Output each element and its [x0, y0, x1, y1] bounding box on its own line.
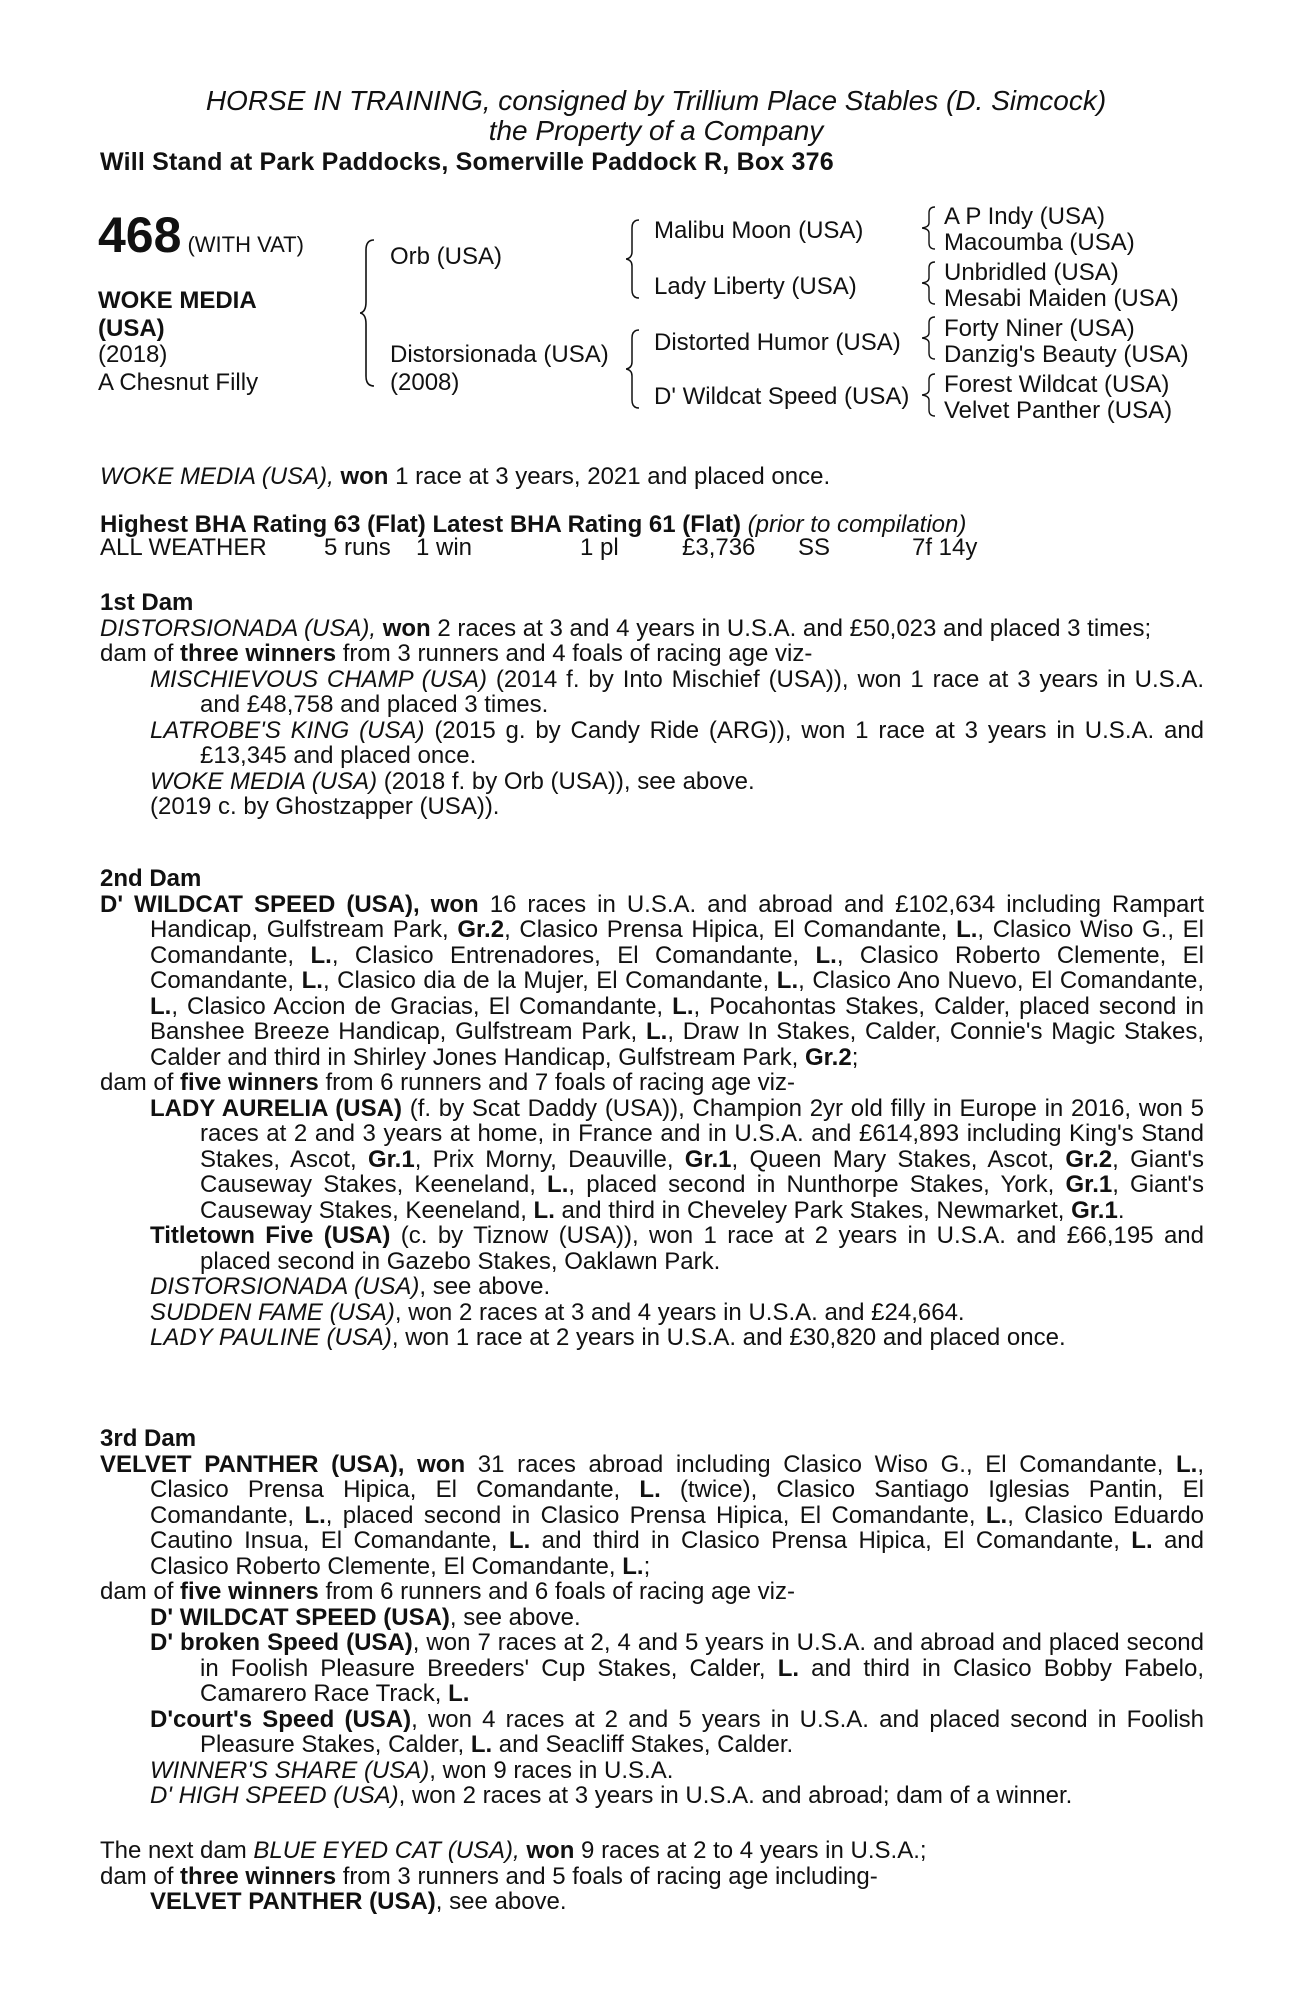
produce-name: D'court's Speed (USA)	[150, 1705, 412, 1733]
produce-item	[100, 1758, 1204, 1784]
pedigree-brace-3d	[922, 372, 940, 418]
second-dam-record	[100, 892, 1204, 1071]
produce-name: LADY PAULINE (USA)	[150, 1324, 392, 1351]
produce-text: , see above.	[419, 1273, 551, 1300]
produce-item	[100, 667, 1204, 718]
produce-text: (c. by Tiznow (USA)), won 1 race at 2 years in U.S.A. and £66,195 and placed second in Gazebo Stakes, Oaklawn Park.	[200, 1222, 1204, 1275]
first-dam-record	[100, 616, 1204, 642]
lot-number-block	[98, 206, 304, 264]
ggp-3: Unbridled (USA)	[944, 259, 1119, 286]
pedigree-brace-3a	[922, 205, 940, 251]
produce-item	[100, 1630, 1204, 1707]
first-dam-title: 1st Dam	[100, 589, 194, 616]
bha-rating-text: Highest BHA Rating 63 (Flat) Latest BHA Rating 61 (Flat)	[100, 511, 741, 538]
text-run: ;	[851, 1043, 859, 1071]
horse-name: WOKE MEDIA	[98, 287, 257, 314]
next-dam-produce-intro	[100, 1864, 1204, 1890]
produce-name: LATROBE'S KING (USA)	[150, 716, 425, 744]
produce-item	[100, 794, 1204, 820]
dam-year: (2008)	[390, 369, 460, 396]
winners-count: three winners	[180, 640, 337, 667]
stat-places: 1 pl	[580, 534, 619, 561]
text-run: (twice), Clasico Santiago Iglesias Pantin, El Comandante,	[150, 1476, 1204, 1529]
produce-name: D' WILDCAT SPEED (USA)	[150, 1603, 450, 1631]
race-grade: Gr.1	[367, 1145, 415, 1173]
produce-text: , see above.	[449, 1603, 581, 1631]
text-run: , Clasico dia de la Mujer, El Comandante,	[322, 967, 777, 994]
horse-year: (2018)	[98, 341, 168, 368]
winners-count: five winners	[180, 1069, 319, 1096]
runners-text: from 6 runners and 6 foals of racing age viz-	[325, 1578, 796, 1605]
race-grade: Gr.2	[1065, 1145, 1113, 1173]
ggp-8: Velvet Panther (USA)	[944, 397, 1173, 424]
dam-of-label: dam of	[100, 1069, 174, 1096]
race-grade: L.	[777, 1654, 800, 1682]
text-run: , Prix Morny, Deauville,	[414, 1145, 685, 1173]
race-grade: L.	[956, 916, 978, 943]
third-dam-section	[100, 1426, 1204, 1809]
pedigree-brace-gen1	[360, 238, 380, 388]
produce-item	[100, 1783, 1204, 1809]
produce-item	[100, 718, 1204, 769]
next-dam-name: BLUE EYED CAT (USA),	[253, 1837, 520, 1864]
produce-text: , won 9 races in U.S.A.	[429, 1756, 674, 1784]
produce-name: VELVET PANTHER (USA)	[150, 1888, 436, 1915]
produce-name: D' HIGH SPEED (USA)	[150, 1782, 399, 1809]
race-grade: L.	[645, 1018, 668, 1045]
third-dam-won: won	[417, 1450, 466, 1478]
ggp-7: Forest Wildcat (USA)	[944, 371, 1170, 398]
dam-of-label: dam of	[100, 1578, 174, 1605]
race-grade: L.	[985, 1501, 1008, 1529]
race-grade: L.	[304, 1501, 326, 1529]
sire: Orb (USA)	[390, 243, 503, 270]
text-run: , Clasico Prensa Hipica, El Comandante,	[150, 1450, 1205, 1503]
ggp-2: Macoumba (USA)	[944, 229, 1135, 256]
text-run: , placed second in Nunthorpe Stakes, York,	[568, 1171, 1066, 1198]
text-run: , Pocahontas Stakes, Calder, placed second in Banshee Breeze Handicap, Gulfstream Park,	[150, 992, 1205, 1045]
race-grade: L.	[639, 1476, 661, 1503]
ggp-6: Danzig's Beauty (USA)	[944, 341, 1189, 368]
race-grade: L.	[1131, 1527, 1153, 1554]
sire-dam: Lady Liberty (USA)	[654, 273, 857, 300]
text-run: and third in Clasico Bobby Fabelo, Camarero Race Track,	[200, 1654, 1204, 1707]
sire-sire: Malibu Moon (USA)	[654, 217, 864, 244]
second-dam-produce-intro	[100, 1070, 1204, 1096]
race-grade: L.	[622, 1552, 644, 1580]
text-run: and third in Cheveley Park Stakes, Newmarket,	[554, 1196, 1072, 1224]
stat-wins: 1 win	[416, 534, 473, 561]
runners-text: from 6 runners and 7 foals of racing age viz-	[325, 1069, 796, 1096]
stat-prize: £3,736	[682, 534, 756, 561]
text-run: , won 4 races at 2 and 5 years in U.S.A. and placed second in Foolish Pleasure Stakes, Calder,	[200, 1705, 1204, 1758]
pedigree-brace-3b	[922, 260, 940, 306]
ggp-5: Forty Niner (USA)	[944, 315, 1135, 342]
third-dam-produce-intro	[100, 1579, 1204, 1605]
race-grade: L.	[470, 1731, 493, 1758]
produce-name: DISTORSIONADA (USA)	[150, 1273, 420, 1300]
race-grade: Gr.1	[1071, 1196, 1118, 1224]
produce-item	[100, 1889, 1204, 1915]
pedigree-brace-dam	[626, 328, 644, 410]
stat-runs: 5 runs	[324, 534, 391, 561]
first-dam-text: 2 races at 3 and 4 years in U.S.A. and £50,023 and placed 3 times;	[437, 614, 1152, 642]
produce-text: , won 1 race at 2 years in U.S.A. and £30,820 and placed once.	[391, 1324, 1066, 1351]
text-run: and Clasico Roberto Clemente, El Comandante,	[150, 1527, 1204, 1580]
produce-text: , won 2 races at 3 and 4 years in U.S.A. and £24,664.	[394, 1298, 965, 1326]
produce-name: WOKE MEDIA (USA)	[150, 767, 378, 795]
text-run: ;	[643, 1552, 651, 1580]
ggp-4: Mesabi Maiden (USA)	[944, 285, 1179, 312]
rating-note: (prior to compilation)	[747, 511, 967, 538]
first-dam-section	[100, 590, 1204, 820]
text-run: , Draw In Stakes, Calder, Connie's Magic Stakes, Calder and third in Shirley Jones Handicap, Gulfstream Park,	[150, 1018, 1205, 1071]
produce-item	[100, 1223, 1204, 1274]
produce-item	[100, 769, 1204, 795]
second-dam-section	[100, 866, 1204, 1351]
produce-text: , see above.	[435, 1888, 567, 1915]
second-dam-won: won	[430, 890, 479, 918]
produce-text: (2019 c. by Ghostzapper (USA)).	[150, 793, 500, 820]
stat-distance: 7f 14y	[912, 534, 978, 561]
race-grade: L.	[547, 1171, 569, 1198]
horse-origin: (USA)	[98, 315, 165, 342]
pedigree-brace-3c	[922, 315, 940, 361]
text-run: , Giant's Causeway Stakes, Keeneland,	[200, 1171, 1204, 1224]
race-grade: L.	[776, 967, 799, 994]
property-line: the Property of a Company	[488, 115, 824, 146]
text-run: , Giant's Causeway Stakes, Keeneland,	[200, 1145, 1205, 1198]
text-run: , Clasico Entrenadores, El Comandante,	[331, 941, 816, 969]
text-run: , Clasico Wiso G., El Comandante,	[150, 916, 1204, 969]
third-dam-name: VELVET PANTHER (USA),	[100, 1450, 405, 1478]
stat-surface: ALL WEATHER	[100, 534, 267, 561]
produce-name: LADY AURELIA (USA)	[150, 1094, 402, 1122]
first-dam-won: won	[382, 614, 431, 642]
lot-number: 468	[98, 207, 182, 263]
third-dam-title: 3rd Dam	[100, 1425, 197, 1452]
produce-item	[100, 1300, 1204, 1326]
race-grade: L.	[672, 992, 694, 1020]
text-run: , won 7 races at 2, 4 and 5 years in U.S.A. and abroad and placed second in Foolish Pleasure Breeders' Cup Stakes, Calder,	[200, 1629, 1204, 1682]
race-grade: Gr.2	[457, 916, 505, 943]
summary-text: 1 race at 3 years, 2021 and placed once.	[395, 463, 831, 490]
text-run: , Clasico Roberto Clemente, El Comandante,	[150, 941, 1204, 994]
text-run: , Clasico Accion de Gracias, El Comandante,	[171, 992, 673, 1020]
dam-of-label: dam of	[100, 1862, 174, 1890]
race-grade: L.	[1176, 1450, 1198, 1478]
winners-count: three winners	[180, 1862, 337, 1890]
race-grade: Gr.1	[1065, 1171, 1113, 1198]
vat-note: (WITH VAT)	[187, 232, 304, 257]
produce-item	[100, 1325, 1204, 1351]
race-grade: L.	[301, 967, 323, 994]
first-dam-produce-intro	[100, 641, 1204, 667]
race-grade: L.	[508, 1527, 531, 1554]
text-run: , Clasico Ano Nuevo, El Comandante,	[798, 967, 1205, 994]
text-run: , Clasico Prensa Hipica, El Comandante,	[504, 916, 957, 943]
second-dam-name: D' WILDCAT SPEED (USA),	[100, 890, 420, 918]
race-grade: Gr.1	[684, 1145, 732, 1173]
ggp-1: A P Indy (USA)	[944, 203, 1105, 230]
first-dam-name: DISTORSIONADA (USA),	[100, 614, 377, 642]
pedigree-brace-sire	[626, 218, 644, 300]
produce-item	[100, 1707, 1204, 1758]
produce-text: (2015 g. by Candy Ride (ARG)), won 1 race at 3 years in U.S.A. and £13,345 and placed once.	[200, 716, 1205, 769]
next-dam-text: 9 races at 2 to 4 years in U.S.A.;	[581, 1837, 927, 1864]
winners-count: five winners	[180, 1578, 319, 1605]
produce-text: , won 2 races at 3 years in U.S.A. and abroad; dam of a winner.	[398, 1782, 1073, 1809]
produce-name: Titletown Five (USA)	[150, 1222, 391, 1249]
text-run: , Queen Mary Stakes, Ascot,	[731, 1145, 1066, 1173]
produce-text: (2018 f. by Orb (USA)), see above.	[383, 767, 755, 795]
next-dam-won: won	[526, 1837, 575, 1864]
dam: Distorsionada (USA)	[390, 341, 609, 368]
stand-location-line: Will Stand at Park Paddocks, Somerville Paddock R, Box 376	[100, 148, 834, 176]
horse-description: A Chesnut Filly	[98, 369, 259, 396]
dam-dam: D' Wildcat Speed (USA)	[654, 383, 910, 410]
text-run: 16 races in U.S.A. and abroad and £102,634 including Rampart Handicap, Gulfstream Park,	[150, 890, 1205, 943]
dam-of-label: dam of	[100, 640, 174, 667]
dam-sire: Distorted Humor (USA)	[654, 329, 901, 356]
text-run: and Seacliff Stakes, Calder.	[492, 1731, 794, 1758]
produce-text: (2014 f. by Into Mischief (USA)), won 1 race at 3 years in U.S.A. and £48,758 and placed 3 times.	[200, 665, 1205, 718]
second-dam-text	[150, 891, 1204, 1071]
next-dam-section	[100, 1838, 1204, 1915]
produce-name: SUDDEN FAME (USA)	[150, 1298, 395, 1326]
text-run: 31 races abroad including Clasico Wiso G., El Comandante,	[477, 1450, 1177, 1478]
text-run: , Clasico Eduardo Cautino Insua, El Comandante,	[150, 1501, 1205, 1554]
race-grade: L.	[150, 992, 172, 1020]
produce-name: WINNER'S SHARE (USA)	[150, 1756, 430, 1784]
race-grade: L.	[448, 1680, 470, 1707]
summary-won: won	[340, 463, 389, 490]
next-dam-record	[100, 1838, 1204, 1864]
next-dam-label: The next dam	[100, 1837, 247, 1864]
consignor-line: HORSE IN TRAINING, consigned by Trillium Place Stables (D. Simcock)	[205, 85, 1107, 116]
race-grade: L.	[815, 941, 837, 969]
runners-text: from 3 runners and 5 foals of racing age including-	[342, 1862, 878, 1890]
second-dam-title: 2nd Dam	[100, 865, 202, 892]
stat-going: SS	[798, 534, 831, 561]
third-dam-record	[100, 1452, 1204, 1580]
produce-name: MISCHIEVOUS CHAMP (USA)	[150, 665, 487, 693]
race-grade: L.	[310, 941, 332, 969]
race-summary	[100, 464, 830, 490]
summary-name: WOKE MEDIA (USA),	[100, 463, 334, 490]
text-run: (f. by Scat Daddy (USA)), Champion 2yr old filly in Europe in 2016, won 5 races at 2 and 3 years at home, in France and in U.S.A. and £614,893 including King's Stand Stakes, Ascot,	[200, 1094, 1204, 1173]
text-run: , placed second in Clasico Prensa Hipica, El Comandante,	[325, 1501, 986, 1529]
race-grade: Gr.2	[804, 1043, 852, 1071]
produce-item	[100, 1274, 1204, 1300]
race-grade: L.	[533, 1196, 555, 1224]
produce-item	[100, 1096, 1204, 1224]
produce-item	[100, 1605, 1204, 1631]
text-run: .	[1117, 1196, 1125, 1224]
runners-text: from 3 runners and 4 foals of racing age viz-	[342, 640, 813, 667]
produce-name: D' broken Speed (USA)	[150, 1629, 413, 1656]
text-run: and third in Clasico Prensa Hipica, El Comandante,	[530, 1527, 1132, 1554]
